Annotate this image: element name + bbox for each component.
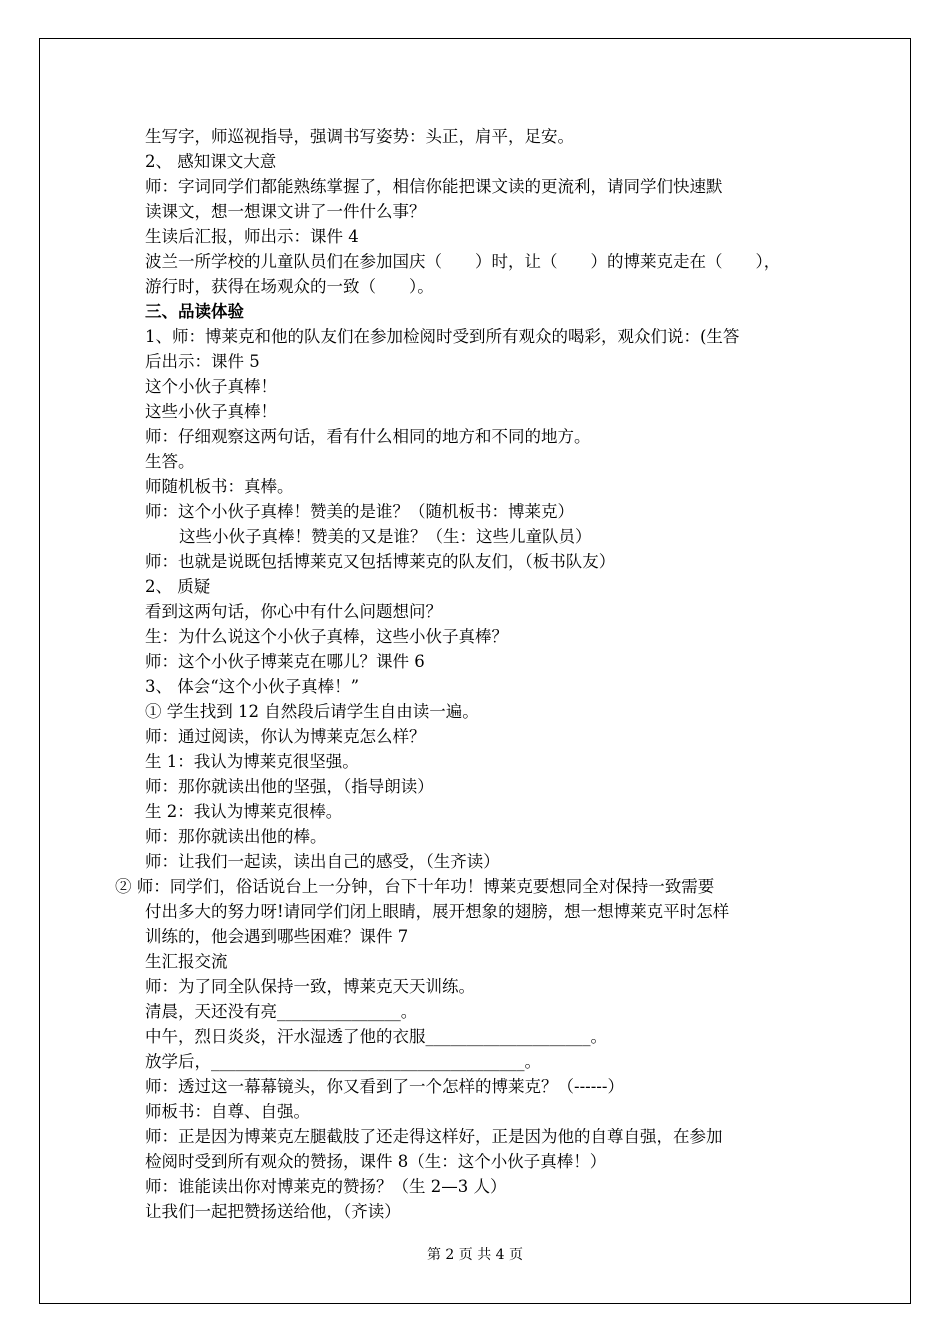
- text-line: 师：仔细观察这两句话，看有什么相同的地方和不同的地方。: [145, 427, 591, 446]
- text-line: 付出多大的努力呀!请同学们闭上眼睛，展开想象的翅膀，想一想博莱克平时怎样: [145, 902, 730, 921]
- text-line: 这些小伙子真棒！赞美的又是谁？（生：这些儿童队员）: [179, 527, 592, 546]
- text-line: 中午，烈日炎炎，汗水湿透了他的衣服____________________。: [145, 1027, 607, 1046]
- text-line: 检阅时受到所有观众的赞扬，课件 8（生：这个小伙子真棒！）: [145, 1152, 607, 1171]
- text-line: 师：字词同学们都能熟练掌握了，相信你能把课文读的更流利，请同学们快速默: [145, 177, 723, 196]
- page-number-footer: 第 2 页 共 4 页: [426, 1247, 524, 1263]
- text-line: 师：让我们一起读，读出自己的感受，（生齐读）: [145, 852, 500, 871]
- section-heading: 2、 感知课文大意: [145, 152, 277, 171]
- text-line: 生汇报交流: [145, 952, 228, 971]
- text-line: 生：为什么说这个小伙子真棒，这些小伙子真棒？: [145, 627, 508, 646]
- text-line: 师：为了同全队保持一致，博莱克天天训练。: [145, 977, 475, 996]
- text-line: 生 1：我认为博莱克很坚强。: [145, 752, 359, 771]
- text-line: 这个小伙子真棒！: [145, 377, 277, 396]
- document-body: [115, 124, 810, 1224]
- text-line: 生 2：我认为博莱克很棒。: [145, 802, 343, 821]
- text-line: 读课文，想一想课文讲了一件什么事？: [145, 202, 426, 221]
- text-line: 师随机板书：真棒。: [145, 477, 294, 496]
- text-line: 1、师：博莱克和他的队友们在参加检阅时受到所有观众的喝彩，观众们说：(生答: [145, 327, 740, 346]
- text-line: 师：那你就读出他的坚强，（指导朗读）: [145, 777, 434, 796]
- text-line: 师：谁能读出你对博莱克的赞扬？（生 2—3 人）: [145, 1177, 507, 1196]
- section-heading: 三、品读体验: [145, 302, 244, 321]
- text-line: 师：透过这一幕幕镜头，你又看到了一个怎样的博莱克？（------）: [145, 1077, 624, 1096]
- text-line: 这些小伙子真棒！: [145, 402, 277, 421]
- text-line: 师：通过阅读，你认为博莱克怎么样？: [145, 727, 426, 746]
- text-line: 师：正是因为博莱克左腿截肢了还走得这样好，正是因为他的自尊自强，在参加: [145, 1127, 723, 1146]
- text-line: 师：这个小伙子真棒！赞美的是谁？（随机板书：博莱克）: [145, 502, 574, 521]
- text-line: ① 学生找到 12 自然段后请学生自由读一遍。: [145, 702, 479, 721]
- text-line: 生读后汇报，师出示：课件 4: [145, 227, 359, 246]
- text-line: ② 师：同学们，俗话说台上一分钟，台下十年功！博莱克要想同全对保持一致需要: [115, 877, 715, 896]
- section-heading: 3、 体会“这个小伙子真棒！”: [145, 677, 360, 696]
- section-heading: 2、 质疑: [145, 577, 211, 596]
- text-line: 波兰一所学校的儿童队员们在参加国庆（ ）时，让（ ）的博莱克走在（ ），: [145, 252, 781, 271]
- text-line: 训练的，他会遇到哪些困难？课件 7: [145, 927, 409, 946]
- text-line: 看到这两句话，你心中有什么问题想问？: [145, 602, 442, 621]
- text-line: 师：那你就读出他的棒。: [145, 827, 327, 846]
- text-line: 让我们一起把赞扬送给他，（齐读）: [145, 1202, 401, 1221]
- text-line: 生答。: [145, 452, 195, 471]
- text-line: 放学后，______________________________________。: [145, 1052, 541, 1071]
- text-line: 后出示：课件 5: [145, 352, 260, 371]
- text-line: 清晨，天还没有亮_______________。: [145, 1002, 418, 1021]
- text-line: 师：也就是说既包括博莱克又包括博莱克的队友们，（板书队友）: [145, 552, 616, 571]
- text-line: 游行时，获得在场观众的一致（ ）。: [145, 277, 434, 296]
- text-line: 师板书：自尊、自强。: [145, 1102, 310, 1121]
- text-line: 师：这个小伙子博莱克在哪儿？课件 6: [145, 652, 425, 671]
- text-line: 生写字，师巡视指导，强调书写姿势：头正，肩平，足安。: [145, 127, 574, 146]
